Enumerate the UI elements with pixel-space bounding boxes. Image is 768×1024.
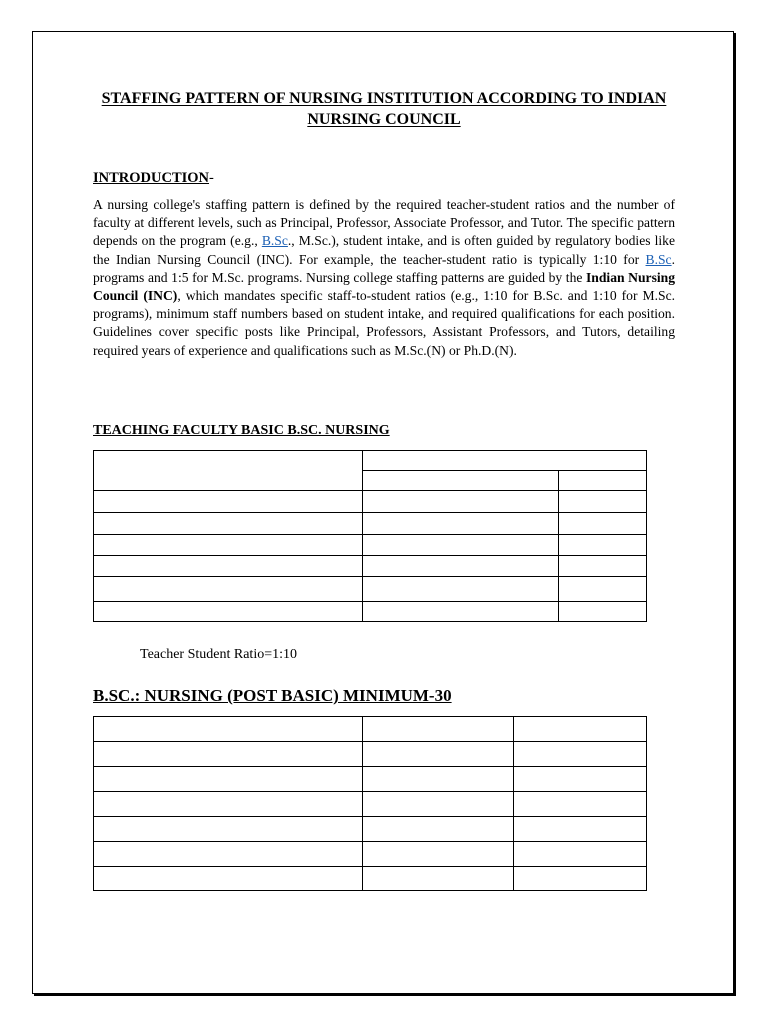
table-cell	[559, 577, 647, 602]
teaching-faculty-heading: TEACHING FACULTY BASIC B.SC. NURSING	[93, 423, 390, 438]
table-cell	[94, 491, 363, 513]
table-cell	[514, 742, 647, 767]
teacher-student-ratio: Teacher Student Ratio=1:10	[140, 647, 297, 662]
table-cell	[94, 742, 363, 767]
intro-text-part: ., M.Sc.), student intake, and is often guided by regulatory bodies like the Indian Nursing Council (INC). For example, the teacher-student ratio is typically 1:10 for	[93, 233, 676, 267]
table-row	[94, 817, 647, 842]
table-header-cell	[559, 471, 647, 491]
table-cell	[94, 535, 363, 556]
table-cell	[559, 513, 647, 535]
intro-text-part: A nursing college's staffing pattern is defined by the required teacher-student ratios and the number of faculty at different levels, such as Principal, Professor, Associate Professor, and Tutor. The specific pattern depends on the program (e.g.,	[93, 197, 675, 249]
introduction-heading-text: INTRODUCTION	[93, 170, 210, 186]
introduction-heading-suffix: -	[209, 170, 214, 186]
table-header-row	[94, 451, 647, 471]
table-row	[94, 556, 647, 577]
table-cell	[514, 792, 647, 817]
post-basic-heading: B.SC.: NURSING (POST BASIC) MINIMUM-30	[93, 686, 452, 705]
table-cell	[94, 817, 363, 842]
table-cell	[363, 867, 514, 891]
table-cell	[363, 513, 559, 535]
table-cell	[514, 842, 647, 867]
table-row	[94, 767, 647, 792]
intro-text-part: , which mandates specific staff-to-student ratios (e.g., 1:10 for B.Sc. and 1:10 for M.Sc. programs), minimum staff numbers based on student intake, and required qualifications for each position. Guidelines cover specific posts like Principal, Professors, Assistant Professors, and Tutors, detailing required years of experience and qualifications such as M.Sc.(N) or Ph.D.(N).	[93, 288, 675, 358]
bsc-link[interactable]: B.Sc	[261, 233, 288, 249]
table-cell	[559, 556, 647, 577]
table-row	[94, 867, 647, 891]
inc-bold-text: Indian Nursing Council (INC)	[93, 269, 675, 304]
table-cell	[94, 556, 363, 577]
table-cell	[559, 491, 647, 513]
table-row	[94, 842, 647, 867]
table-cell	[94, 767, 363, 792]
table-row	[94, 602, 647, 622]
table-cell	[363, 717, 514, 742]
table-header-cell	[363, 451, 647, 471]
table-cell	[363, 602, 559, 622]
table-row	[94, 742, 647, 767]
table-row	[94, 792, 647, 817]
table-row	[94, 535, 647, 556]
table-cell	[514, 767, 647, 792]
table-row	[94, 717, 647, 742]
document-title: STAFFING PATTERN OF NURSING INSTITUTION ACCORDING TO INDIAN NURSING COUNCIL	[101, 90, 667, 128]
table-cell	[363, 817, 514, 842]
table-cell	[363, 742, 514, 767]
table-cell	[94, 867, 363, 891]
table-cell	[514, 817, 647, 842]
bsc-link[interactable]: B.Sc	[645, 251, 672, 267]
table-header-cell	[363, 471, 559, 491]
table-cell	[559, 535, 647, 556]
table-cell	[363, 491, 559, 513]
table-header-cell	[94, 451, 363, 491]
introduction-heading	[93, 170, 214, 187]
table-row	[94, 577, 647, 602]
table-cell	[363, 792, 514, 817]
table-cell	[94, 792, 363, 817]
table-cell	[363, 842, 514, 867]
table-cell	[94, 602, 363, 622]
introduction-paragraph	[93, 196, 675, 360]
table-cell	[514, 867, 647, 891]
table-cell	[94, 513, 363, 535]
intro-text-part: . programs and 1:5 for M.Sc. programs. Nursing college staffing patterns are guided by the	[93, 251, 675, 285]
teaching-faculty-table	[93, 450, 647, 622]
table-cell	[559, 602, 647, 622]
table-cell	[94, 842, 363, 867]
table-cell	[363, 535, 559, 556]
table-cell	[363, 556, 559, 577]
table-cell	[514, 717, 647, 742]
post-basic-table	[93, 716, 647, 891]
table-cell	[94, 577, 363, 602]
table-cell	[363, 577, 559, 602]
table-cell	[94, 717, 363, 742]
table-row	[94, 513, 647, 535]
table-cell	[363, 767, 514, 792]
table-row	[94, 491, 647, 513]
